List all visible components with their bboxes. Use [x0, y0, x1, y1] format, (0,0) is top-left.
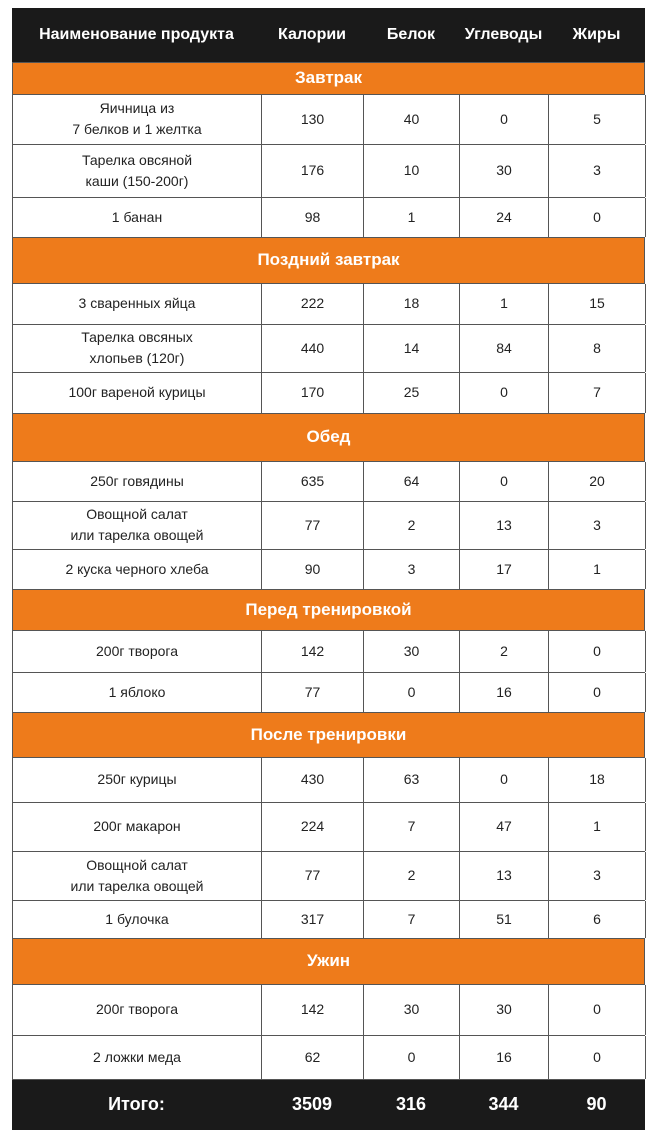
cell-calories: 98	[262, 198, 364, 237]
cell-carbs: 0	[460, 758, 549, 802]
cell-fats: 0	[549, 985, 646, 1035]
cell-calories: 222	[262, 284, 364, 324]
cell-carbs: 84	[460, 325, 549, 372]
cell-calories: 77	[262, 673, 364, 712]
cell-protein: 0	[364, 1036, 460, 1079]
cell-name: 200г творога	[13, 631, 262, 672]
cell-name: 2 ложки меда	[13, 1036, 262, 1079]
cell-protein: 30	[364, 985, 460, 1035]
table-row	[12, 501, 645, 549]
table-row	[12, 851, 645, 900]
cell-protein: 0	[364, 673, 460, 712]
cell-name: 3 сваренных яйца	[13, 284, 262, 324]
cell-fats: 15	[549, 284, 646, 324]
cell-name: Яичница из 7 белков и 1 желтка	[13, 95, 262, 144]
cell-protein: 2	[364, 852, 460, 900]
cell-carbs: 2	[460, 631, 549, 672]
cell-carbs: 24	[460, 198, 549, 237]
cell-fats: 0	[549, 1036, 646, 1079]
total-calories: 3509	[291, 1094, 333, 1115]
table-row	[12, 372, 645, 413]
table-row	[12, 197, 645, 237]
cell-name: 1 банан	[13, 198, 262, 237]
cell-carbs: 30	[460, 145, 549, 197]
cell-protein: 64	[364, 462, 460, 501]
section-header: Обед	[12, 413, 645, 461]
cell-calories: 142	[262, 631, 364, 672]
header-protein: Белок	[386, 25, 436, 43]
cell-protein: 7	[364, 901, 460, 938]
table-row	[12, 672, 645, 712]
table-row	[12, 283, 645, 324]
table-row	[12, 324, 645, 372]
cell-fats: 0	[549, 198, 646, 237]
cell-name: 200г творога	[13, 985, 262, 1035]
cell-calories: 142	[262, 985, 364, 1035]
cell-carbs: 30	[460, 985, 549, 1035]
cell-name: Тарелка овсяных хлопьев (120г)	[13, 325, 262, 372]
cell-protein: 18	[364, 284, 460, 324]
header-carbs: Углеводы	[464, 25, 543, 43]
section-header: Ужин	[12, 938, 645, 984]
cell-name: 250г говядины	[13, 462, 262, 501]
cell-calories: 90	[262, 550, 364, 589]
table-row	[12, 757, 645, 802]
cell-name: Овощной салат или тарелка овощей	[13, 502, 262, 549]
cell-carbs: 17	[460, 550, 549, 589]
cell-fats: 20	[549, 462, 646, 501]
table-row	[12, 900, 645, 938]
cell-fats: 3	[549, 502, 646, 549]
total-label: Итого:	[108, 1094, 165, 1115]
table-row	[12, 461, 645, 501]
cell-calories: 77	[262, 502, 364, 549]
total-fats: 90	[586, 1094, 607, 1115]
cell-calories: 62	[262, 1036, 364, 1079]
cell-fats: 1	[549, 803, 646, 851]
cell-fats: 7	[549, 373, 646, 413]
cell-fats: 1	[549, 550, 646, 589]
cell-calories: 224	[262, 803, 364, 851]
table-row	[12, 802, 645, 851]
cell-name: 100г вареной курицы	[13, 373, 262, 413]
table-row	[12, 1035, 645, 1079]
table-row	[12, 94, 645, 144]
cell-fats: 0	[549, 673, 646, 712]
cell-protein: 40	[364, 95, 460, 144]
cell-name: 2 куска черного хлеба	[13, 550, 262, 589]
cell-carbs: 0	[460, 95, 549, 144]
cell-name: 250г курицы	[13, 758, 262, 802]
cell-fats: 5	[549, 95, 646, 144]
table-row	[12, 144, 645, 197]
cell-calories: 176	[262, 145, 364, 197]
cell-calories: 440	[262, 325, 364, 372]
cell-protein: 14	[364, 325, 460, 372]
cell-name: 1 булочка	[13, 901, 262, 938]
total-protein: 316	[395, 1094, 427, 1115]
cell-calories: 635	[262, 462, 364, 501]
total-row	[12, 1079, 645, 1130]
cell-name: Овощной салат или тарелка овощей	[13, 852, 262, 900]
cell-fats: 6	[549, 901, 646, 938]
table-row	[12, 549, 645, 589]
cell-calories: 77	[262, 852, 364, 900]
section-header: Поздний завтрак	[12, 237, 645, 283]
cell-fats: 18	[549, 758, 646, 802]
cell-fats: 8	[549, 325, 646, 372]
table-header-row	[12, 8, 645, 62]
cell-name: 1 яблоко	[13, 673, 262, 712]
cell-name: Тарелка овсяной каши (150-200г)	[13, 145, 262, 197]
cell-protein: 7	[364, 803, 460, 851]
cell-calories: 170	[262, 373, 364, 413]
cell-fats: 3	[549, 852, 646, 900]
cell-protein: 3	[364, 550, 460, 589]
cell-name: 200г макарон	[13, 803, 262, 851]
cell-protein: 30	[364, 631, 460, 672]
section-header: После тренировки	[12, 712, 645, 757]
cell-carbs: 13	[460, 852, 549, 900]
table-row	[12, 630, 645, 672]
header-fats: Жиры	[572, 25, 621, 43]
cell-carbs: 16	[460, 1036, 549, 1079]
total-carbs: 344	[488, 1094, 519, 1115]
cell-carbs: 16	[460, 673, 549, 712]
cell-calories: 430	[262, 758, 364, 802]
nutrition-table	[12, 8, 645, 1130]
cell-carbs: 13	[460, 502, 549, 549]
cell-fats: 0	[549, 631, 646, 672]
cell-carbs: 1	[460, 284, 549, 324]
cell-calories: 130	[262, 95, 364, 144]
cell-protein: 10	[364, 145, 460, 197]
table-row	[12, 984, 645, 1035]
cell-protein: 2	[364, 502, 460, 549]
sections-container	[12, 62, 645, 1079]
cell-fats: 3	[549, 145, 646, 197]
cell-protein: 1	[364, 198, 460, 237]
section-header: Перед тренировкой	[12, 589, 645, 630]
cell-protein: 63	[364, 758, 460, 802]
header-calories: Калории	[277, 25, 347, 43]
section-header: Завтрак	[12, 62, 645, 94]
cell-carbs: 47	[460, 803, 549, 851]
cell-carbs: 0	[460, 373, 549, 413]
cell-protein: 25	[364, 373, 460, 413]
cell-carbs: 51	[460, 901, 549, 938]
cell-carbs: 0	[460, 462, 549, 501]
cell-calories: 317	[262, 901, 364, 938]
header-product: Наименование продукта	[39, 25, 234, 43]
